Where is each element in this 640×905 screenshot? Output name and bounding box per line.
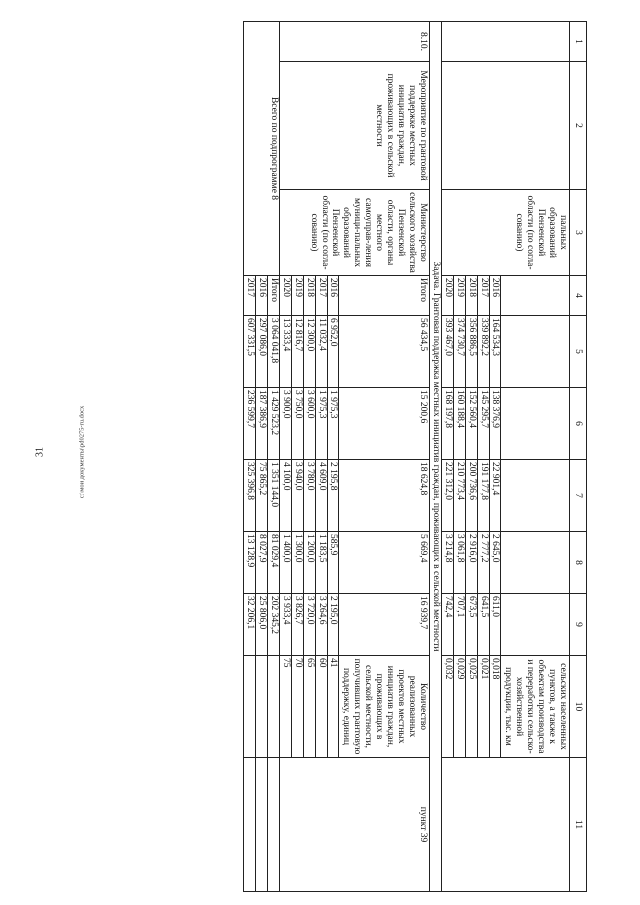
value-cell: 611,0 bbox=[489, 594, 501, 656]
value-cell: 1 429 523,2 bbox=[267, 388, 279, 460]
value-cell: 3 214,8 bbox=[441, 532, 453, 594]
total-label: Итого bbox=[267, 276, 279, 316]
value-cell: 22 901,4 bbox=[489, 460, 501, 532]
value-cell: 2 195,0 bbox=[327, 594, 339, 656]
value-cell: 13 128,9 bbox=[244, 532, 256, 594]
cell-empty bbox=[267, 758, 279, 892]
continuation-header-row bbox=[501, 22, 570, 892]
item-reference: пункт 39 bbox=[279, 758, 429, 892]
value-cell: 152 560,4 bbox=[465, 388, 477, 460]
cell-empty bbox=[441, 758, 569, 892]
value-cell: 187 386,9 bbox=[256, 388, 268, 460]
value-cell: 221 312,0 bbox=[441, 460, 453, 532]
rotated-table-container bbox=[47, 21, 587, 891]
year-cell: 2016 bbox=[256, 276, 268, 316]
value-cell: 3 264,6 bbox=[315, 594, 327, 656]
value-cell: 297 086,0 bbox=[256, 316, 268, 388]
col-header: 5 bbox=[570, 316, 587, 388]
col-header: 4 bbox=[570, 276, 587, 316]
cell-empty bbox=[244, 758, 256, 892]
value-cell: 707,1 bbox=[453, 594, 465, 656]
indicator-value-cell: 0,021 bbox=[477, 656, 489, 758]
value-cell: 3 826,7 bbox=[291, 594, 303, 656]
cell-empty bbox=[244, 656, 256, 758]
value-cell: 3 900,0 bbox=[279, 388, 291, 460]
cell-empty bbox=[501, 460, 570, 532]
value-cell: 339 892,2 bbox=[477, 316, 489, 388]
column-number-row bbox=[570, 22, 587, 892]
value-cell: 6 952,0 bbox=[327, 316, 339, 388]
value-cell: 1 200,0 bbox=[303, 532, 315, 594]
value-cell: 12 816,7 bbox=[291, 316, 303, 388]
value-cell: 673,5 bbox=[465, 594, 477, 656]
year-cell: 2019 bbox=[453, 276, 465, 316]
value-cell: 641,5 bbox=[477, 594, 489, 656]
value-cell: 2 916,0 bbox=[465, 532, 477, 594]
value-cell: 25 806,0 bbox=[256, 594, 268, 656]
footer-file-path: c:\мои документы\pd0275-ru.docx bbox=[78, 405, 86, 499]
value-cell: 325 396,8 bbox=[244, 460, 256, 532]
value-cell: 2 777,2 bbox=[477, 532, 489, 594]
value-cell: 5 669,4 bbox=[339, 532, 429, 594]
value-cell: 607 331,5 bbox=[244, 316, 256, 388]
col-header: 8 bbox=[570, 532, 587, 594]
value-cell: 1 183,5 bbox=[315, 532, 327, 594]
value-cell: 202 345,2 bbox=[267, 594, 279, 656]
value-cell: 1 975,3 bbox=[315, 388, 327, 460]
cell-empty bbox=[501, 316, 570, 388]
value-cell: 164 534,3 bbox=[489, 316, 501, 388]
year-cell: 2016 bbox=[489, 276, 501, 316]
item-indicator: Количество реализованных проектов местных инициатив граждан, проживающих в сельской местности, получивших грантовую поддержку, единиц bbox=[339, 656, 429, 758]
item-executor: Министерство сельского хозяйства Пензенской области, органы местного самоуправ-ления муници-пальных образований Пензенской области (по согла-сованию) bbox=[279, 190, 429, 276]
year-cell: 2017 bbox=[244, 276, 256, 316]
indicator-value-cell: 0,029 bbox=[453, 656, 465, 758]
value-cell: 81 029,4 bbox=[267, 532, 279, 594]
item-number: 8.10. bbox=[279, 22, 429, 62]
year-cell: 2020 bbox=[441, 276, 453, 316]
year-cell: 2017 bbox=[315, 276, 327, 316]
value-cell: 3 061,8 bbox=[453, 532, 465, 594]
value-cell: 210 773,4 bbox=[453, 460, 465, 532]
value-cell: 1 975,3 bbox=[327, 388, 339, 460]
cell-empty bbox=[501, 594, 570, 656]
value-cell: 4 609,0 bbox=[315, 460, 327, 532]
value-cell: 2 195,8 bbox=[327, 460, 339, 532]
value-cell: 3 750,0 bbox=[291, 388, 303, 460]
col-header: 2 bbox=[570, 62, 587, 190]
value-cell: 1 351 144,0 bbox=[267, 460, 279, 532]
total-label: Итого bbox=[339, 276, 429, 316]
col-header: 3 bbox=[570, 190, 587, 276]
subtotal-label: Всего по подпрограмме 8 bbox=[244, 22, 280, 276]
cell-empty bbox=[501, 276, 570, 316]
indicator-value-cell: 0,025 bbox=[465, 656, 477, 758]
col-header: 1 bbox=[570, 22, 587, 62]
value-cell: 3 720,0 bbox=[303, 594, 315, 656]
value-cell: 8 027,9 bbox=[256, 532, 268, 594]
subtotal-row bbox=[267, 22, 279, 892]
cell-empty bbox=[267, 656, 279, 758]
value-cell: 191 177,8 bbox=[477, 460, 489, 532]
year-cell: 2019 bbox=[291, 276, 303, 316]
cell-empty bbox=[256, 758, 268, 892]
col-header: 6 bbox=[570, 388, 587, 460]
indicator-continued: сельских населенных пунктов, а также к объектам производства и переработки сельско-хозяйственной продукции, тыс. км bbox=[501, 656, 570, 758]
indicator-value-cell: 65 bbox=[303, 656, 315, 758]
task-heading-row bbox=[429, 22, 441, 892]
value-cell: 3 064 041,8 bbox=[267, 316, 279, 388]
value-cell: 4 100,0 bbox=[279, 460, 291, 532]
value-cell: 742,4 bbox=[441, 594, 453, 656]
value-cell: 18 624,8 bbox=[339, 460, 429, 532]
year-cell: 2018 bbox=[303, 276, 315, 316]
indicator-value-cell: 41 bbox=[327, 656, 339, 758]
year-cell: 2020 bbox=[279, 276, 291, 316]
value-cell: 75 865,2 bbox=[256, 460, 268, 532]
cell-empty bbox=[501, 388, 570, 460]
executor-continued: пальных образований Пензенской области (по согла-сованию) bbox=[441, 190, 569, 276]
cell-empty bbox=[441, 62, 569, 190]
value-cell: 15 200,6 bbox=[339, 388, 429, 460]
year-cell: 2018 bbox=[465, 276, 477, 316]
value-cell: 11 032,4 bbox=[315, 316, 327, 388]
value-cell: 3 933,4 bbox=[279, 594, 291, 656]
program-table bbox=[243, 21, 587, 892]
year-cell: 2016 bbox=[327, 276, 339, 316]
value-cell: 3 940,0 bbox=[291, 460, 303, 532]
value-cell: 160 188,4 bbox=[453, 388, 465, 460]
cell-empty bbox=[501, 532, 570, 594]
col-header: 10 bbox=[570, 656, 587, 758]
item-total-row bbox=[339, 22, 429, 892]
value-cell: 1 300,0 bbox=[291, 532, 303, 594]
col-header: 9 bbox=[570, 594, 587, 656]
indicator-value-cell: 70 bbox=[291, 656, 303, 758]
value-cell: 3 780,0 bbox=[303, 460, 315, 532]
value-cell: 374 730,7 bbox=[453, 316, 465, 388]
value-cell: 393 467,0 bbox=[441, 316, 453, 388]
indicator-value-cell: 75 bbox=[279, 656, 291, 758]
year-cell: 2017 bbox=[477, 276, 489, 316]
col-header: 7 bbox=[570, 460, 587, 532]
cell-empty bbox=[256, 656, 268, 758]
value-cell: 2 645,0 bbox=[489, 532, 501, 594]
value-cell: 32 206,1 bbox=[244, 594, 256, 656]
indicator-value-cell: 0,032 bbox=[441, 656, 453, 758]
value-cell: 3 600,0 bbox=[303, 388, 315, 460]
value-cell: 168 197,8 bbox=[441, 388, 453, 460]
value-cell: 236 599,7 bbox=[244, 388, 256, 460]
col-header: 11 bbox=[570, 758, 587, 892]
indicator-value-cell: 0,018 bbox=[489, 656, 501, 758]
task-heading: Задача. Грантовая поддержка местных инициатив граждан, проживающих в сельской местности bbox=[429, 22, 441, 892]
page-number: 31 bbox=[34, 447, 46, 457]
value-cell: 56 434,5 bbox=[339, 316, 429, 388]
value-cell: 145 295,7 bbox=[477, 388, 489, 460]
value-cell: 585,9 bbox=[327, 532, 339, 594]
value-cell: 200 736,6 bbox=[465, 460, 477, 532]
value-cell: 1 400,0 bbox=[279, 532, 291, 594]
value-cell: 356 886,5 bbox=[465, 316, 477, 388]
indicator-value-cell: 60 bbox=[315, 656, 327, 758]
value-cell: 138 376,9 bbox=[489, 388, 501, 460]
item-name: Мероприятие по грантовой поддержке местных инициатив граждан, проживающих в сельской местности bbox=[279, 62, 429, 190]
value-cell: 12 300,0 bbox=[303, 316, 315, 388]
value-cell: 13 333,4 bbox=[279, 316, 291, 388]
value-cell: 16 939,7 bbox=[339, 594, 429, 656]
cell-empty bbox=[441, 22, 569, 62]
